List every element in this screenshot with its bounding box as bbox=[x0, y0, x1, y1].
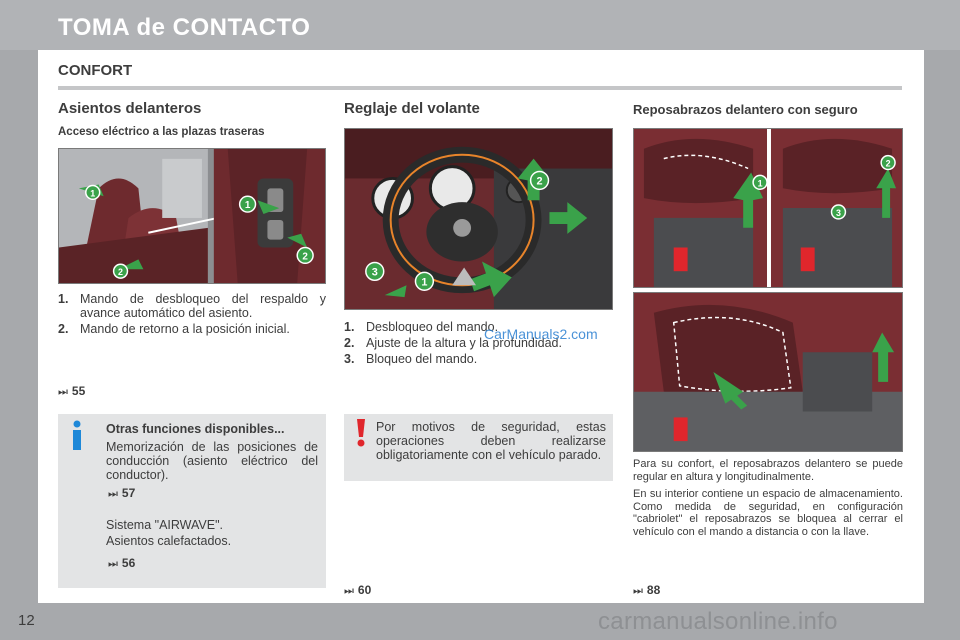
armrest-label-2: 2 bbox=[885, 158, 891, 169]
armrest-photo-bottom bbox=[633, 292, 903, 452]
front-seat-photo bbox=[58, 148, 326, 284]
info-ref-memory[interactable]: ⏭ 57 bbox=[108, 486, 136, 500]
skip-forward-icon: ⏭ bbox=[108, 558, 118, 570]
armrest-page-ref[interactable]: ⏭ 88 bbox=[633, 583, 661, 597]
steering-label-2: 2 bbox=[536, 175, 543, 188]
front-seat-label-2: 2 bbox=[302, 251, 308, 263]
section-title: CONFORT bbox=[58, 62, 133, 79]
front-seats-page-ref[interactable]: ⏭ 55 bbox=[58, 384, 86, 398]
front-seats-title: Asientos delanteros bbox=[58, 100, 202, 117]
warning-icon bbox=[354, 418, 368, 448]
front-seat-label-2b: 2 bbox=[118, 267, 124, 278]
warning-text: Por motivos de seguridad, estas operaciones deben realizarse obligatoriamente con el vehículo parado. bbox=[376, 420, 606, 462]
info-box-text-airwave: Sistema "AIRWAVE". bbox=[106, 518, 224, 532]
armrest-photo-top bbox=[633, 128, 903, 288]
steering-label-1: 1 bbox=[421, 276, 428, 289]
armrest-paragraph-storage: En su interior contiene un espacio de almacenamiento. Como medida de seguridad, en configuración "cabriolet" el reposabrazos se bloquea al cerrar el vehículo con el mando a distancia o con la llave. bbox=[633, 488, 903, 538]
list-item: 1. Desbloqueo del mando. bbox=[344, 320, 499, 334]
warning-box bbox=[344, 414, 613, 481]
info-box bbox=[58, 414, 326, 588]
skip-forward-icon: ⏭ bbox=[633, 585, 643, 597]
watermark-bottom: carmanualsonline.info bbox=[598, 608, 838, 635]
watermark-top: CarManuals2.com bbox=[484, 326, 598, 342]
list-item: 1. Mando de desbloqueo del respaldo y avance automático del asiento. bbox=[58, 292, 326, 320]
steering-label-3: 3 bbox=[371, 266, 378, 279]
front-seats-list bbox=[58, 292, 326, 338]
armrest-label-3: 3 bbox=[835, 207, 841, 218]
section-divider bbox=[58, 86, 902, 90]
list-item: 2. Mando de retorno a la posición inicial. bbox=[58, 322, 290, 336]
front-seat-label-1b: 1 bbox=[90, 188, 96, 199]
chapter-title: TOMA de CONTACTO bbox=[58, 14, 311, 41]
skip-forward-icon: ⏭ bbox=[58, 386, 68, 398]
steering-page-ref[interactable]: ⏭ 60 bbox=[344, 583, 372, 597]
manual-page bbox=[38, 50, 924, 603]
armrest-title: Reposabrazos delantero con seguro bbox=[633, 102, 858, 117]
steering-photo bbox=[344, 128, 613, 310]
list-item: 3. Bloqueo del mando. bbox=[344, 352, 478, 366]
front-seats-subtitle: Acceso eléctrico a las plazas traseras bbox=[58, 126, 265, 138]
page-number: 12 bbox=[18, 612, 35, 629]
armrest-paragraph-adjust: Para su confort, el reposabrazos delantero se puede regular en altura y longitudinalmente. bbox=[633, 458, 903, 483]
front-seat-label-1: 1 bbox=[244, 200, 251, 212]
skip-forward-icon: ⏭ bbox=[108, 488, 118, 500]
info-box-title: Otras funciones disponibles... bbox=[106, 422, 285, 436]
info-ref-heated[interactable]: ⏭ 56 bbox=[108, 556, 136, 570]
info-box-text-heated: Asientos calefactados. bbox=[106, 534, 232, 548]
skip-forward-icon: ⏭ bbox=[344, 585, 354, 597]
list-item: 2. Ajuste de la altura y la profundidad. bbox=[344, 336, 562, 350]
steering-title: Reglaje del volante bbox=[344, 100, 480, 117]
info-box-text-memory: Memorización de las posiciones de conducción (asiento eléctrico del conductor). bbox=[106, 440, 318, 482]
info-icon bbox=[68, 420, 86, 450]
armrest-label-1: 1 bbox=[757, 178, 763, 189]
